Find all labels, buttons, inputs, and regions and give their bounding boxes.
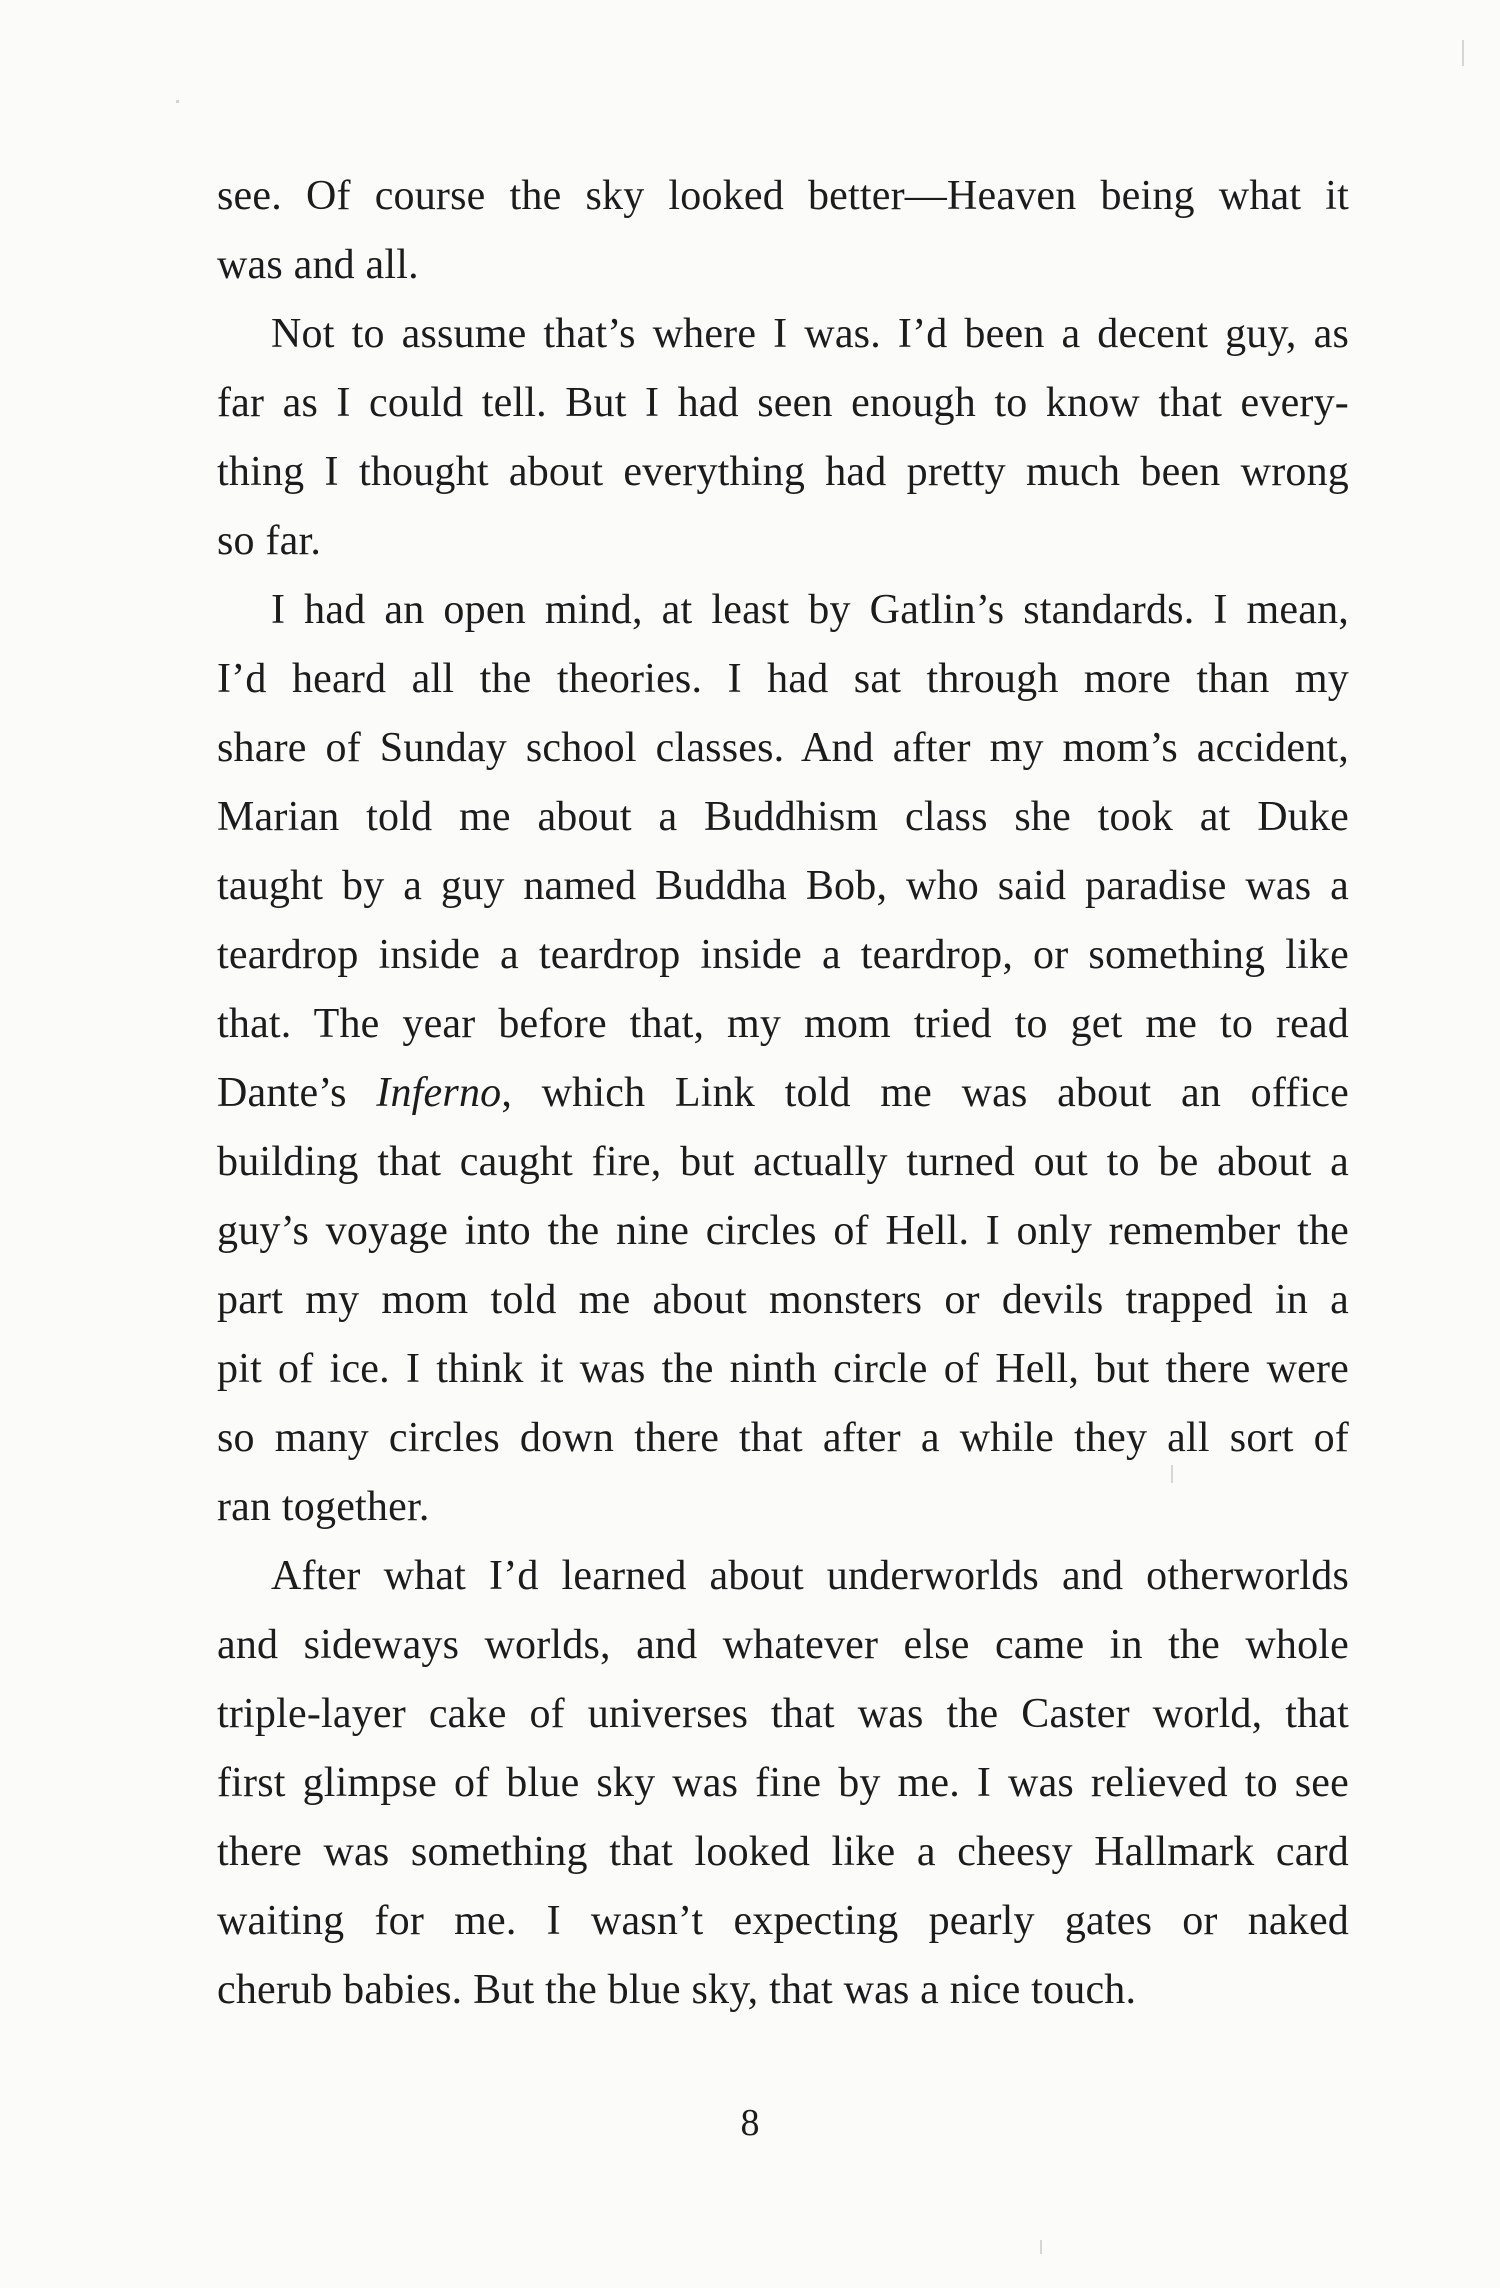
text-line: share of Sunday school classes. And after my mom’s accident, (217, 725, 1349, 771)
text-line: thing I thought about everything had pretty much been wrong (217, 449, 1349, 495)
text-line: first glimpse of blue sky was fine by me. I was relieved to see (217, 1760, 1349, 1806)
text-line: was and all. (217, 242, 419, 288)
paragraph-start-line: I had an open mind, at least by Gatlin’s standards. I mean, (271, 587, 1349, 633)
text-line: waiting for me. I wasn’t expecting pearly gates or naked (217, 1898, 1349, 1944)
line-segment-after: , which Link told me was about an office (501, 1070, 1349, 1116)
text-line: I’d heard all the theories. I had sat through more than my (217, 656, 1349, 702)
scan-speck (1462, 40, 1464, 66)
text-line: triple-layer cake of universes that was the Caster world, that (217, 1691, 1349, 1737)
text-line: so many circles down there that after a while they all sort of (217, 1415, 1349, 1461)
text-line: part my mom told me about monsters or devils trapped in a (217, 1277, 1349, 1323)
text-line: and sideways worlds, and whatever else came in the whole (217, 1622, 1349, 1668)
text-line: ran together. (217, 1484, 430, 1530)
scan-speck (1171, 1465, 1173, 1483)
text-line: teardrop inside a teardrop inside a teardrop, or something like (217, 932, 1349, 978)
paragraph-start-line: After what I’d learned about underworlds and otherworlds (271, 1553, 1349, 1599)
paragraph-start-line: Not to assume that’s where I was. I’d been a decent guy, as (271, 311, 1349, 357)
text-line: guy’s voyage into the nine circles of Hell. I only remember the (217, 1208, 1349, 1254)
text-line: there was something that looked like a cheesy Hallmark card (217, 1829, 1349, 1875)
text-line: building that caught fire, but actually turned out to be about a (217, 1139, 1349, 1185)
line-segment-before: Dante’s (217, 1070, 377, 1116)
book-title-inferno: Inferno (376, 1070, 502, 1116)
page-number: 8 (740, 2102, 760, 2144)
text-line-with-italic-title (217, 1059, 1349, 1128)
scan-speck (1040, 2240, 1042, 2254)
scan-speck (176, 100, 179, 103)
text-line: cherub babies. But the blue sky, that was a nice touch. (217, 1967, 1137, 2013)
text-line: far as I could tell. But I had seen enough to know that every- (217, 380, 1349, 426)
text-line: taught by a guy named Buddha Bob, who said paradise was a (217, 863, 1349, 909)
text-line: so far. (217, 518, 322, 564)
text-line: pit of ice. I think it was the ninth circle of Hell, but there were (217, 1346, 1349, 1392)
body-text (217, 162, 1349, 2025)
text-line: that. The year before that, my mom tried to get me to read (217, 1001, 1349, 1047)
text-line: Marian told me about a Buddhism class she took at Duke (217, 794, 1349, 840)
text-line: see. Of course the sky looked better—Heaven being what it (217, 173, 1349, 219)
